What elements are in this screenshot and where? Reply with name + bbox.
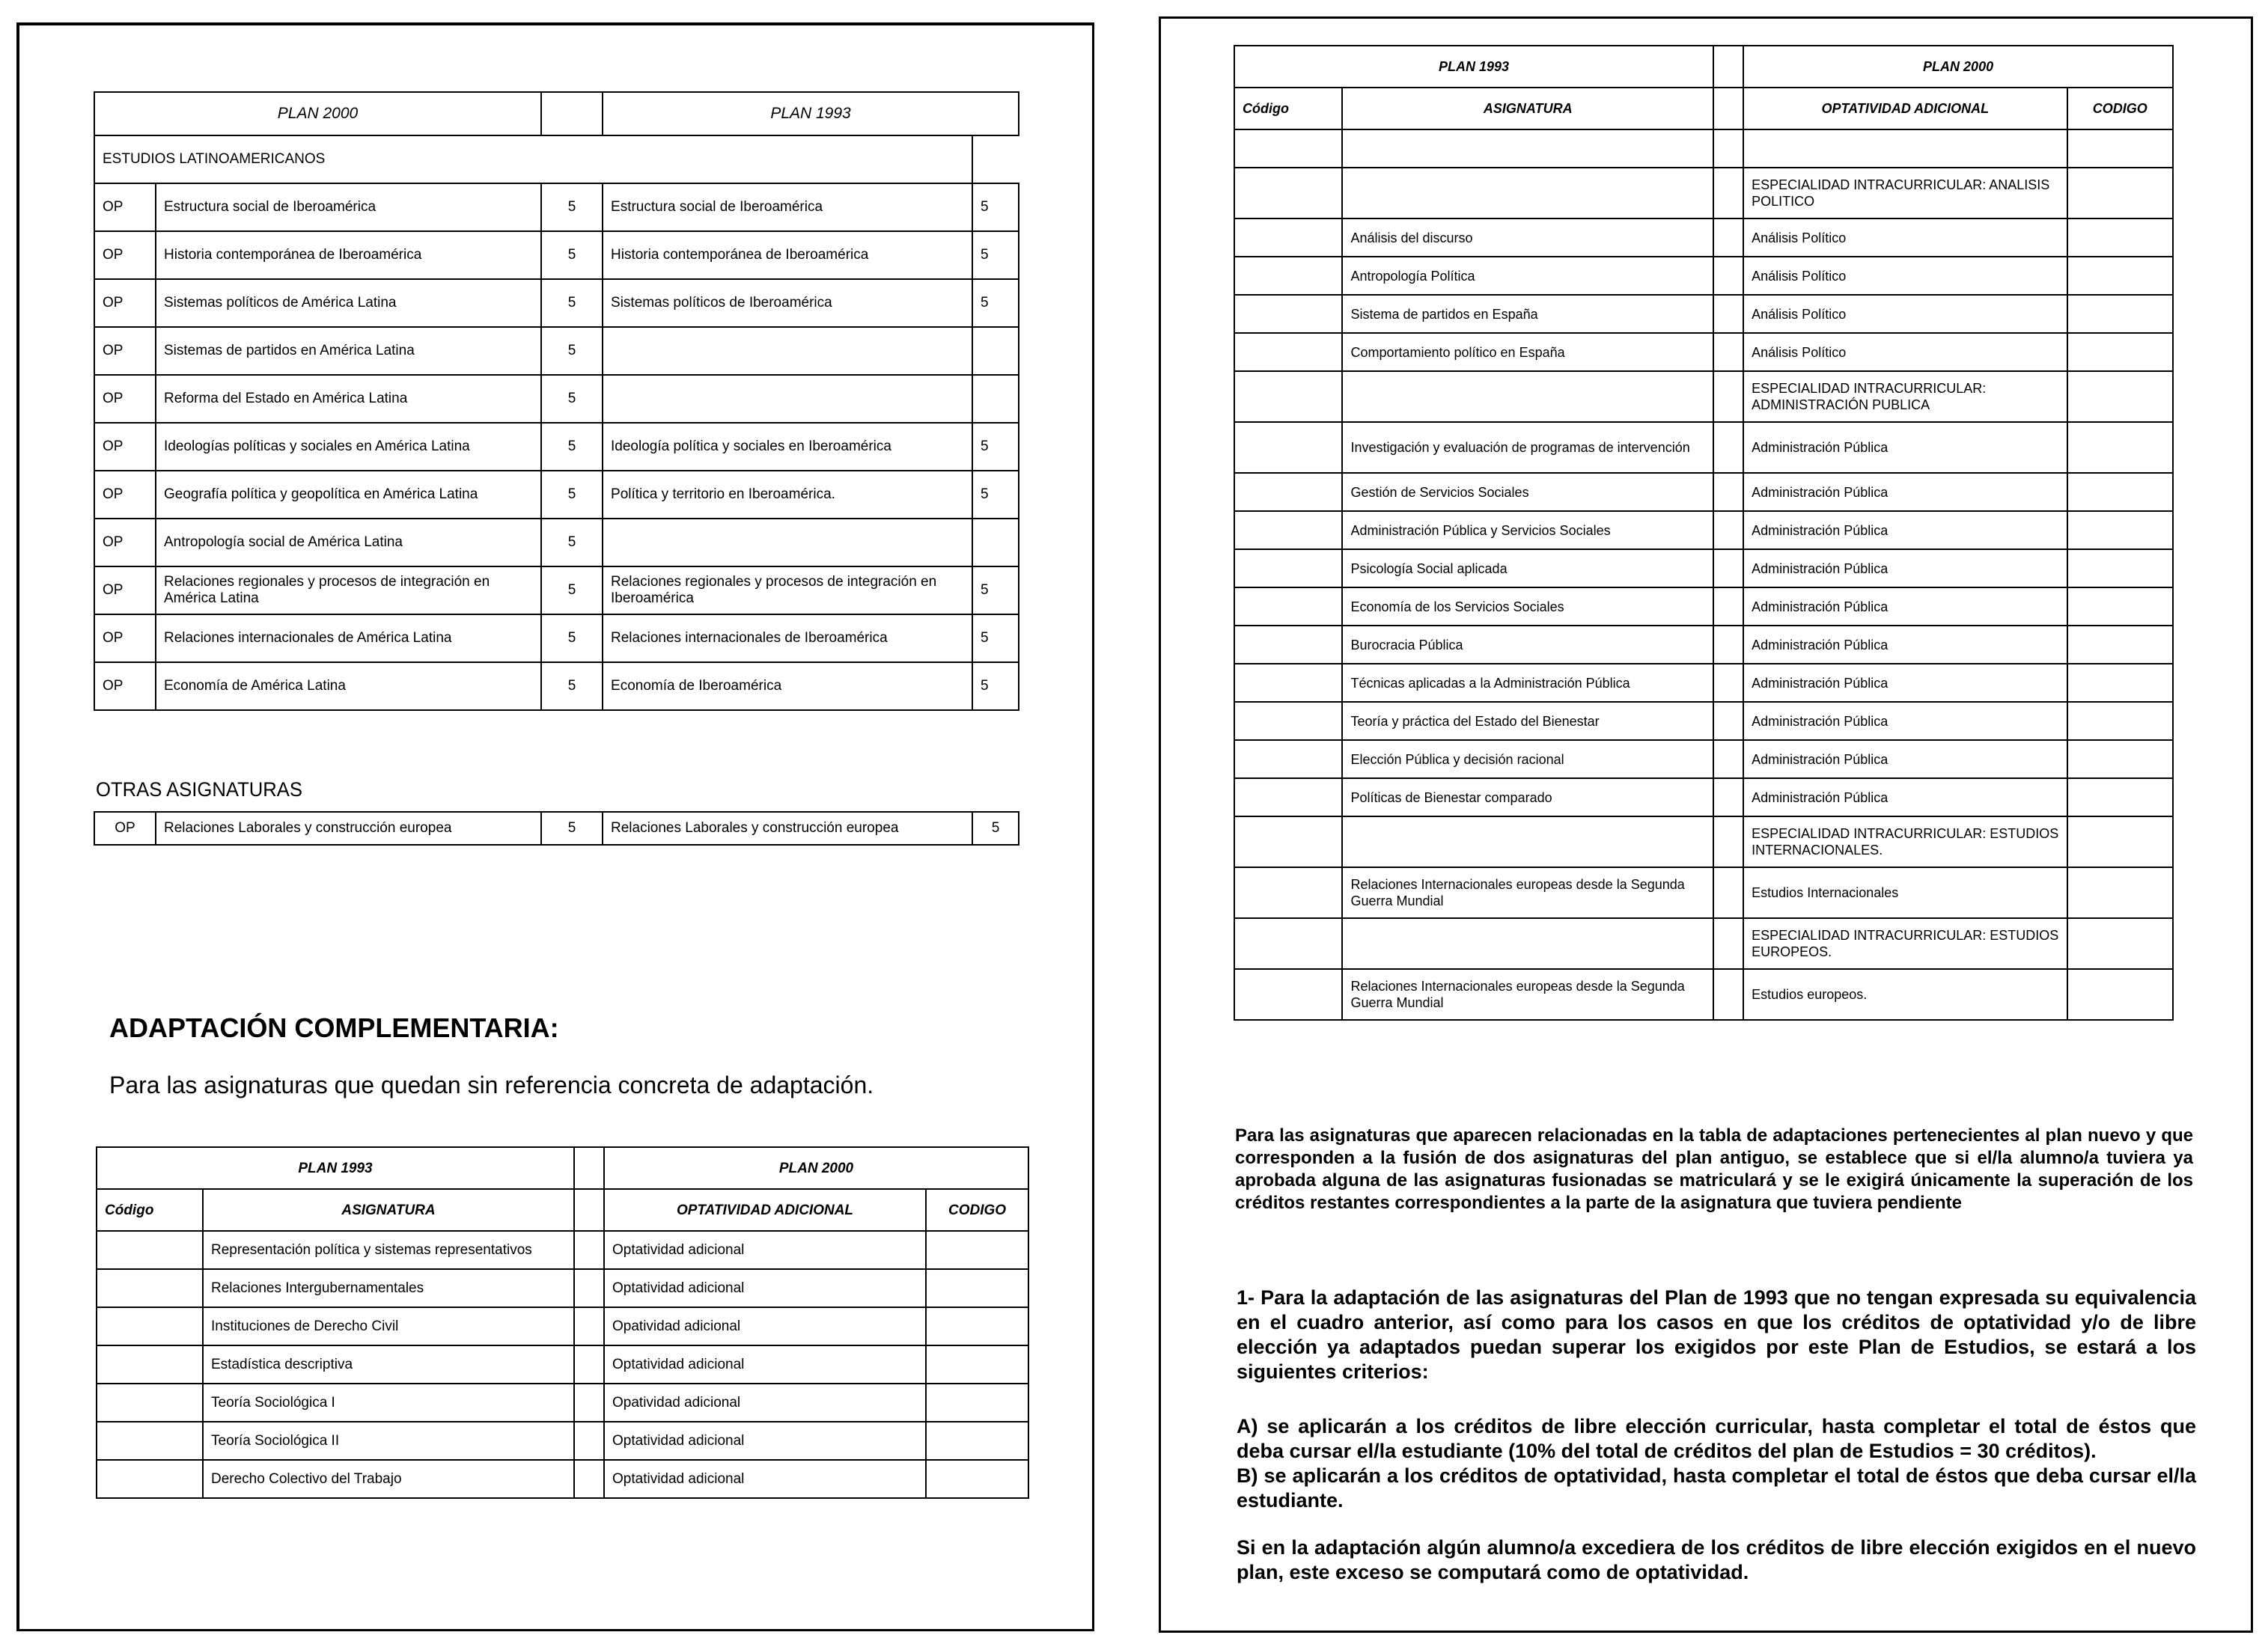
codigo-cell [1234, 168, 1342, 218]
codigo2-cell [2067, 371, 2173, 422]
plan1993-credits [972, 327, 1019, 375]
asignatura-cell [1342, 918, 1713, 969]
table-row [1234, 333, 2173, 371]
optatividad-cell: Opatividad adicional [604, 1307, 926, 1345]
table-row [1234, 969, 2173, 1020]
plan1993-subject: Política y territorio en Iberoamérica. [603, 471, 972, 519]
codigo-header: Código [1234, 88, 1342, 129]
codigo2-cell [2067, 129, 2173, 168]
codigo-cell [1234, 422, 1342, 473]
table-row [1234, 473, 2173, 511]
optatividad-cell: Optatividad adicional [604, 1269, 926, 1307]
asignatura-cell: Teoría Sociológica I [203, 1384, 574, 1422]
asignatura-cell: Burocracia Pública [1342, 626, 1713, 664]
optatividad-cell: Optatividad adicional [604, 1422, 926, 1460]
optatividad-cell: Administración Pública [1743, 511, 2067, 549]
table-row [1234, 626, 2173, 664]
table-row [1234, 740, 2173, 778]
type-cell: OP [94, 279, 156, 327]
table-row [1234, 702, 2173, 740]
plan2000-credits: 5 [541, 279, 603, 327]
optatividad-cell: Administración Pública [1743, 664, 2067, 702]
plan2000-credits: 5 [541, 471, 603, 519]
asignatura-cell: Relaciones Intergubernamentales [203, 1269, 574, 1307]
plan2000-subject: Reforma del Estado en América Latina [156, 375, 541, 423]
type-cell: OP [94, 423, 156, 471]
plan2000-credits: 5 [541, 662, 603, 710]
codigo-cell [1234, 218, 1342, 257]
table-row [1234, 257, 2173, 295]
table-row [1234, 422, 2173, 473]
table-row [94, 231, 1019, 279]
spacer-cell [574, 1231, 604, 1269]
asignatura-cell: Administración Pública y Servicios Sociales [1342, 511, 1713, 549]
asignatura-cell: Teoría y práctica del Estado del Bienestar [1342, 702, 1713, 740]
plan2000-subject: Antropología social de América Latina [156, 519, 541, 566]
plan1993-credits: 5 [972, 614, 1019, 662]
table-row [97, 1345, 1028, 1384]
codigo2-cell [2067, 778, 2173, 816]
codigo2-cell [2067, 867, 2173, 918]
codigo2-cell [2067, 295, 2173, 333]
codigo-cell [1234, 587, 1342, 626]
criterion-b: B) se aplicarán a los créditos de optatividad, hasta completar el total de éstos que deba cursar el/la estudiante. [1237, 1464, 2196, 1512]
codigo2-cell [2067, 549, 2173, 587]
codigo-cell [97, 1269, 203, 1307]
plan2000-subject: Sistemas políticos de América Latina [156, 279, 541, 327]
codigo2-cell [2067, 969, 2173, 1020]
optatividad-cell: ESPECIALIDAD INTRACURRICULAR: ESTUDIOS INTERNACIONALES. [1743, 816, 2067, 867]
asignatura-cell: Relaciones Internacionales europeas desde la Segunda Guerra Mundial [1342, 969, 1713, 1020]
codigo-cell [1234, 473, 1342, 511]
plan1993-header: PLAN 1993 [1234, 46, 1713, 88]
asignatura-cell: Psicología Social aplicada [1342, 549, 1713, 587]
codigo-cell [1234, 549, 1342, 587]
codigo2-cell [2067, 587, 2173, 626]
plan1993-header: PLAN 1993 [97, 1147, 574, 1189]
spacer-cell [1713, 702, 1743, 740]
codigo2-cell [926, 1269, 1028, 1307]
codigo2-cell [926, 1422, 1028, 1460]
type-cell: OP [94, 662, 156, 710]
plan2000-credits: 5 [541, 327, 603, 375]
header-spacer [574, 1147, 604, 1189]
otras-asignaturas-heading: OTRAS ASIGNATURAS [96, 778, 303, 801]
table-row [97, 1422, 1028, 1460]
spacer-cell [574, 1460, 604, 1498]
plan2000-credits: 5 [541, 566, 603, 614]
table1-body [94, 183, 1019, 710]
table-row [1234, 129, 2173, 168]
spacer-cell [1713, 740, 1743, 778]
type-cell: OP [94, 519, 156, 566]
optatividad-header: OPTATIVIDAD ADICIONAL [1743, 88, 2067, 129]
codigo-cell [1234, 295, 1342, 333]
asignatura-cell [1342, 816, 1713, 867]
codigo2-cell [2067, 740, 2173, 778]
plan1993-subject: Relaciones Laborales y construcción europea [603, 812, 972, 845]
table-row [97, 1460, 1028, 1498]
codigo2-cell [2067, 257, 2173, 295]
codigo2-cell [926, 1231, 1028, 1269]
table4-body [1234, 129, 2173, 1020]
table-row [1234, 867, 2173, 918]
plan2000-credits: 5 [541, 375, 603, 423]
plan1993-subject [603, 519, 972, 566]
header-spacer [1713, 88, 1743, 129]
asignatura-cell: Comportamiento político en España [1342, 333, 1713, 371]
type-cell: OP [94, 566, 156, 614]
table-row [1234, 778, 2173, 816]
codigo-cell [1234, 969, 1342, 1020]
table-row [94, 375, 1019, 423]
plan1993-credits: 5 [972, 471, 1019, 519]
spacer-cell [1713, 664, 1743, 702]
codigo-cell [1234, 918, 1342, 969]
spacer-cell [1713, 295, 1743, 333]
optatividad-cell: Administración Pública [1743, 587, 2067, 626]
section-blank [972, 135, 1019, 183]
type-cell: OP [94, 231, 156, 279]
spacer-cell [574, 1345, 604, 1384]
plan2000-credits: 5 [541, 231, 603, 279]
plan2000-credits: 5 [541, 614, 603, 662]
codigo2-header: CODIGO [926, 1189, 1028, 1231]
spacer-cell [1713, 129, 1743, 168]
codigo2-cell [2067, 626, 2173, 664]
adaptacion-complementaria-table [96, 1146, 1029, 1499]
optatividad-cell: Administración Pública [1743, 740, 2067, 778]
asignatura-cell [1342, 371, 1713, 422]
asignatura-cell: Estadística descriptiva [203, 1345, 574, 1384]
table-row [97, 1231, 1028, 1269]
type-cell: OP [94, 327, 156, 375]
table-row [94, 327, 1019, 375]
plan1993-header: PLAN 1993 [603, 92, 1019, 135]
plan1993-subject: Relaciones internacionales de Iberoamérica [603, 614, 972, 662]
table-row [1234, 549, 2173, 587]
header-spacer [1713, 46, 1743, 88]
optatividad-cell: Administración Pública [1743, 778, 2067, 816]
plan2000-header: PLAN 2000 [604, 1147, 1028, 1189]
spacer-cell [1713, 816, 1743, 867]
optatividad-header: OPTATIVIDAD ADICIONAL [604, 1189, 926, 1231]
table-row [1234, 816, 2173, 867]
table-row [97, 1307, 1028, 1345]
optatividad-cell: Administración Pública [1743, 473, 2067, 511]
asignatura-cell: Técnicas aplicadas a la Administración Pública [1342, 664, 1713, 702]
header-spacer [574, 1189, 604, 1231]
codigo2-cell [2067, 422, 2173, 473]
codigo2-cell [926, 1307, 1028, 1345]
optatividad-cell: Análisis Político [1743, 257, 2067, 295]
table-row [94, 423, 1019, 471]
codigo-cell [1234, 129, 1342, 168]
plan1993-subject: Historia contemporánea de Iberoamérica [603, 231, 972, 279]
table-row [94, 614, 1019, 662]
table3-body [97, 1231, 1028, 1498]
asignatura-cell: Representación política y sistemas representativos [203, 1231, 574, 1269]
optatividad-cell: ESPECIALIDAD INTRACURRICULAR: ANALISIS POLITICO [1743, 168, 2067, 218]
header-spacer [541, 92, 603, 135]
codigo-cell [97, 1422, 203, 1460]
spacer-cell [1713, 333, 1743, 371]
plan2000-subject: Sistemas de partidos en América Latina [156, 327, 541, 375]
plan1993-subject: Relaciones regionales y procesos de integración en Iberoamérica [603, 566, 972, 614]
plan1993-subject: Sistemas políticos de Iberoamérica [603, 279, 972, 327]
codigo-cell [1234, 511, 1342, 549]
codigo-cell [97, 1384, 203, 1422]
spacer-cell [1713, 511, 1743, 549]
plan1993-subject [603, 327, 972, 375]
type-cell: OP [94, 812, 156, 845]
optatividad-cell: Estudios europeos. [1743, 969, 2067, 1020]
optatividad-cell: Estudios Internacionales [1743, 867, 2067, 918]
asignatura-cell: Teoría Sociológica II [203, 1422, 574, 1460]
codigo2-cell [2067, 816, 2173, 867]
plan1993-subject: Estructura social de Iberoamérica [603, 183, 972, 231]
criterion-a: A) se aplicarán a los créditos de libre elección curricular, hasta completar el total de éstos que deba cursar el/la estudiante (10% del total de créditos del plan de Estudios = 30 créditos). [1237, 1415, 2196, 1462]
spacer-cell [1713, 549, 1743, 587]
plan2000-subject: Relaciones Laborales y construcción europea [156, 812, 541, 845]
codigo2-cell [2067, 511, 2173, 549]
fusion-paragraph: Para las asignaturas que aparecen relacionadas en la tabla de adaptaciones pertenecientes al plan nuevo y que corresponden a la fusión de dos asignaturas del plan antiguo, se establece que si el/la alumno/a tuviera ya aprobada alguna de las asignaturas fusionadas se matriculará y se le exigirá únicamente la superación de los créditos restantes correspondientes a la parte de la asignatura que tuviera pendiente [1235, 1125, 2193, 1213]
spacer-cell [1713, 218, 1743, 257]
spacer-cell [1713, 257, 1743, 295]
spacer-cell [1713, 587, 1743, 626]
plan1993-credits: 5 [972, 231, 1019, 279]
asignatura-header: ASIGNATURA [1342, 88, 1713, 129]
asignatura-cell: Economía de los Servicios Sociales [1342, 587, 1713, 626]
asignatura-cell: Antropología Política [1342, 257, 1713, 295]
plan1993-credits [972, 519, 1019, 566]
adaptacion-text: Para las asignaturas que quedan sin referencia concreta de adaptación. [109, 1072, 874, 1098]
optatividad-cell: Administración Pública [1743, 626, 2067, 664]
plan2000-credits: 5 [541, 812, 603, 845]
plan2000-subject: Geografía política y geopolítica en América Latina [156, 471, 541, 519]
asignatura-cell: Instituciones de Derecho Civil [203, 1307, 574, 1345]
spacer-cell [574, 1307, 604, 1345]
plan2000-subject: Relaciones regionales y procesos de integración en América Latina [156, 566, 541, 614]
optatividad-cell: Administración Pública [1743, 422, 2067, 473]
table-row [94, 183, 1019, 231]
plan2000-credits: 5 [541, 423, 603, 471]
table-row [1234, 587, 2173, 626]
spacer-cell [1713, 473, 1743, 511]
optatividad-cell: Optatividad adicional [604, 1460, 926, 1498]
codigo2-cell [2067, 473, 2173, 511]
plan1993-credits [972, 375, 1019, 423]
type-cell: OP [94, 614, 156, 662]
table-row [94, 566, 1019, 614]
asignatura-cell: Derecho Colectivo del Trabajo [203, 1460, 574, 1498]
codigo-cell [1234, 257, 1342, 295]
table-row [1234, 371, 2173, 422]
codigo2-cell [2067, 702, 2173, 740]
codigo2-cell [2067, 918, 2173, 969]
latin-american-studies-table [94, 91, 1019, 711]
codigo2-cell [2067, 168, 2173, 218]
codigo2-cell [926, 1345, 1028, 1384]
codigo-cell [1234, 778, 1342, 816]
codigo-cell [1234, 867, 1342, 918]
codigo-cell [1234, 626, 1342, 664]
table-row [1234, 918, 2173, 969]
codigo-cell [1234, 664, 1342, 702]
table-row [1234, 664, 2173, 702]
table-row [94, 662, 1019, 710]
plan1993-subject: Ideología política y sociales en Iberoamérica [603, 423, 972, 471]
codigo-cell [97, 1345, 203, 1384]
codigo-cell [97, 1460, 203, 1498]
especialidad-table [1234, 45, 2174, 1021]
asignatura-cell: Investigación y evaluación de programas de intervención [1342, 422, 1713, 473]
asignatura-header: ASIGNATURA [203, 1189, 574, 1231]
codigo-cell [1234, 371, 1342, 422]
spacer-cell [1713, 168, 1743, 218]
codigo2-cell [926, 1384, 1028, 1422]
table-row [94, 471, 1019, 519]
codigo2-cell [2067, 333, 2173, 371]
optatividad-cell: Administración Pública [1743, 549, 2067, 587]
type-cell: OP [94, 183, 156, 231]
plan2000-subject: Estructura social de Iberoamérica [156, 183, 541, 231]
table-row [97, 1384, 1028, 1422]
plan1993-credits: 5 [972, 662, 1019, 710]
plan1993-credits: 5 [972, 279, 1019, 327]
table-row [1234, 218, 2173, 257]
plan2000-subject: Economía de América Latina [156, 662, 541, 710]
plan1993-credits: 5 [972, 566, 1019, 614]
spacer-cell [1713, 867, 1743, 918]
asignatura-cell [1342, 168, 1713, 218]
table-row [94, 812, 1019, 845]
codigo2-cell [926, 1460, 1028, 1498]
asignatura-cell: Políticas de Bienestar comparado [1342, 778, 1713, 816]
table-row [94, 519, 1019, 566]
excess-paragraph: Si en la adaptación algún alumno/a excediera de los créditos de libre elección exigidos en el nuevo plan, este exceso se computará como de optatividad. [1237, 1536, 2196, 1583]
plan2000-subject: Ideologías políticas y sociales en América Latina [156, 423, 541, 471]
codigo-cell [1234, 333, 1342, 371]
codigo-cell [97, 1307, 203, 1345]
spacer-cell [1713, 969, 1743, 1020]
plan2000-header: PLAN 2000 [1743, 46, 2173, 88]
asignatura-cell [1342, 129, 1713, 168]
section-title: ESTUDIOS LATINOAMERICANOS [94, 135, 972, 183]
table-row [97, 1269, 1028, 1307]
codigo2-cell [2067, 218, 2173, 257]
spacer-cell [1713, 422, 1743, 473]
asignatura-cell: Gestión de Servicios Sociales [1342, 473, 1713, 511]
plan2000-credits: 5 [541, 183, 603, 231]
optatividad-cell [1743, 129, 2067, 168]
spacer-cell [1713, 371, 1743, 422]
optatividad-cell: ESPECIALIDAD INTRACURRICULAR: ADMINISTRACIÓN PUBLICA [1743, 371, 2067, 422]
asignatura-cell: Elección Pública y decisión racional [1342, 740, 1713, 778]
table-row [94, 279, 1019, 327]
plan2000-header: PLAN 2000 [94, 92, 541, 135]
optatividad-cell: Análisis Político [1743, 218, 2067, 257]
optatividad-cell: Optatividad adicional [604, 1231, 926, 1269]
table-row [1234, 295, 2173, 333]
plan1993-credits: 5 [972, 812, 1019, 845]
optatividad-cell: Administración Pública [1743, 702, 2067, 740]
spacer-cell [574, 1422, 604, 1460]
codigo-cell [1234, 816, 1342, 867]
spacer-cell [1713, 778, 1743, 816]
spacer-cell [1713, 626, 1743, 664]
table-row [1234, 511, 2173, 549]
adaptacion-heading: ADAPTACIÓN COMPLEMENTARIA: [109, 1012, 559, 1043]
plan1993-credits: 5 [972, 183, 1019, 231]
optatividad-cell: Análisis Político [1743, 333, 2067, 371]
asignatura-cell: Análisis del discurso [1342, 218, 1713, 257]
asignatura-cell: Sistema de partidos en España [1342, 295, 1713, 333]
type-cell: OP [94, 375, 156, 423]
plan2000-credits: 5 [541, 519, 603, 566]
plan1993-subject: Economía de Iberoamérica [603, 662, 972, 710]
optatividad-cell: Optatividad adicional [604, 1345, 926, 1384]
optatividad-cell: Análisis Político [1743, 295, 2067, 333]
codigo-cell [1234, 702, 1342, 740]
codigo2-header: CODIGO [2067, 88, 2173, 129]
criteria-list [1237, 1414, 2196, 1513]
spacer-cell [1713, 918, 1743, 969]
table-row [1234, 168, 2173, 218]
codigo-cell [1234, 740, 1342, 778]
otras-asignaturas-table [94, 811, 1019, 846]
plan2000-subject: Historia contemporánea de Iberoamérica [156, 231, 541, 279]
spacer-cell [574, 1269, 604, 1307]
optatividad-cell: Opatividad adicional [604, 1384, 926, 1422]
codigo-header: Código [97, 1189, 203, 1231]
criteria-paragraph: 1- Para la adaptación de las asignaturas del Plan de 1993 que no tengan expresada su equivalencia en el cuadro anterior, así como para los casos en que los créditos de optatividad y/o de libre elección ya adaptados puedan superar los exigidos por este Plan de Estudios, se estará a los siguientes criterios: [1237, 1286, 2196, 1383]
plan1993-credits: 5 [972, 423, 1019, 471]
codigo2-cell [2067, 664, 2173, 702]
spacer-cell [574, 1384, 604, 1422]
codigo-cell [97, 1231, 203, 1269]
asignatura-cell: Relaciones Internacionales europeas desde la Segunda Guerra Mundial [1342, 867, 1713, 918]
plan2000-subject: Relaciones internacionales de América Latina [156, 614, 541, 662]
type-cell: OP [94, 471, 156, 519]
plan1993-subject [603, 375, 972, 423]
optatividad-cell: ESPECIALIDAD INTRACURRICULAR: ESTUDIOS EUROPEOS. [1743, 918, 2067, 969]
